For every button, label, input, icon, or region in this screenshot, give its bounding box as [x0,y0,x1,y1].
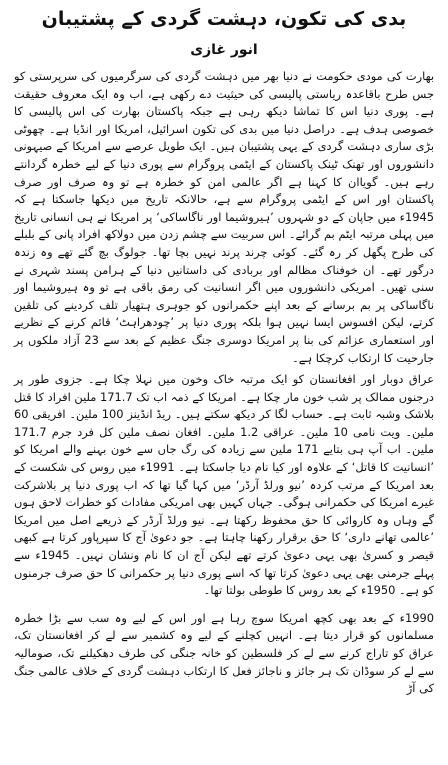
article-paragraph-1: بھارت کی مودی حکومت نے دنیا بھر میں دہشت گردی کی سرگرمیوں کی سرپرستی کو جس طرح باقاعدہ ریاستی پالیسی کی حیثیت دے رکھی ہے، اب وہ ایک معروف حقیقت ہے۔ پوری دنیا اس کا تماشا دیکھ رہی ہے جبکہ پاکستان بھارت کی اس پالیسی کا خصوصی ہدف ہے۔ دراصل دنیا میں بدی کی تکون اسرائیل، امریکا اور انڈیا ہے۔ چھوٹی بڑی ساری دہشت گردی کے یہی پشتیبان ہیں۔ ایک طویل عرصے سے امریکا کے صیہونی دانشوروں اور تھنک ٹینک پاکستان کے ایٹمی پروگرام سے پوری دنیا کے لیے خطرہ گردانتے رہے ہیں۔ گویاان کا کہنا ہے اگر عالمی امن کو خطرہ ہے تو وہ صرف اور صرف پاکستان اور اس کے ایٹمی پروگرام سے ہے، حالانکہ تاریخ میں دیکھا جاسکتا ہے کہ 1945ء میں جاپان کے دو شہروں ’ہیروشیما اور ناگاساکی‘ پر امریکا نے ہی انسانی تاریخ میں پہلی مرتبہ ایٹم بم گرائے۔ اس سربیت سے چشم زدن میں دولاکھ افراد پانی کے بلبلے کی طرح پگھل کر رہ گئے۔ کوئی چرند پرند نہیں بچا تھا۔ جولوگ بچ گئے تھے وہ زندہ درگور تھے۔ ان خوفناک مظالم اور بربادی کی داستانیں دنیا کے ہرامن پسند شہری نے سنی تھیں۔ امریکی دانشوروں میں اگر انسانیت کی رمق باقی ہے تو وہ ہیروشیما اور ناگاساکی پر بم برسانے کے بعد اپنے حکمرانوں کو جوہری ہتھیار تلف کردینے کی تلقین کرتے، لیکن افسوس ایسا نہیں ہوا بلکہ پوری دنیا پر ’چودھراہٹ‘ قائم کرنے کے نظریے اور استعماری عزائم کی بنا پر امریکا دوسری جنگ عظیم کے بعد سے 23 آزاد ملکوں پر جارحیت کا ارتکاب کرچکا ہے۔ [14,69,435,365]
article-paragraph-3: 1990ء کے بعد بھی کچھ امریکا سوچ رہا ہے اور اس کے لیے وہ سب سے بڑا خطرہ مسلمانوں کو قرار دیتا ہے۔ انہیں کچلنے کے لیے وہ کشمیر سے لے کر افغانستان تک، عراق کو تاراج کرنے سے لے کر فلسطین کو خانہ جنگی کی طرف دھکیلنے تک، صومالیہ سے لے کر سوڈان تک ہر جائز و ناجائز فعل کا ارتکاب دہشت گردی کے خلاف عالمی جنگ کی آڑ [14,610,434,696]
article-body [14,68,434,698]
article-author: انور غازی [190,42,258,58]
article-headline: بدی کی تکون، دہشت گردی کے پشتیبان [41,8,407,30]
article-paragraph-2: عراق دوبار اور افغانستان کو ایک مرتبہ خاک وخون میں نہلا چکا ہے۔ جزوی طور پر درجنوں ممالک پر شب خون مار چکا ہے۔ امریکا کے ذمہ اب تک 171.7 ملین افراد کا قتل بلاشک وشبہ ثابت ہے۔ حساب لگا کر دیکھ سکتے ہیں۔ ریڈ انڈینز 100 ملین۔ افریقی 60 ملین۔ ویت نامی 10 ملین۔ عراقی 1.2 ملین۔ افغان نصف ملین کل فرد جرم 171.7 ملین۔ اب آپ ہی بتایے 171 ملین سے زیادہ کی رگ جاں سے خون بہنے والے امریکا کو ’انسانیت کا قاتل‘ کے علاوہ اور کیا نام دیا جاسکتا ہے۔ 1991ء میں روس کی شکست کے بعد امریکا کے مرتب کردہ ’نیو ورلڈ آرڈر‘ میں کہا گیا تھا کہ اب پوری دنیا پر بلاشرکت غیرے امریکا کی حکمرانی ہوگی۔ جہاں کہیں بھی امریکی مفادات کو خطرات لاحق ہوں گے وہاں وہ کاروائی کا حق محفوظ رکھتا ہے۔ نیو ورلڈ آرڈر کے ذریعے اصل میں امریکا ’عالمی تھانے داری‘ کا حق برقرار رکھنا چاہتا ہے۔ جو دعویٰ آج کا سپرپاور کرتا ہے کبھی قیصر و کسریٰ بھی یہی دعویٰ کرتے تھے لیکن آج ان کا نام ونشان نہیں۔ 1945ء سے پہلے جرمنی بھی یہی دعویٰ کرتا تھا کہ اسے پوری دنیا پر حکمرانی کا حق صرف جرمنوں کو ہے۔ 1950ء کے بعد روس کا طوطی بولتا تھا۔ [14,372,435,598]
